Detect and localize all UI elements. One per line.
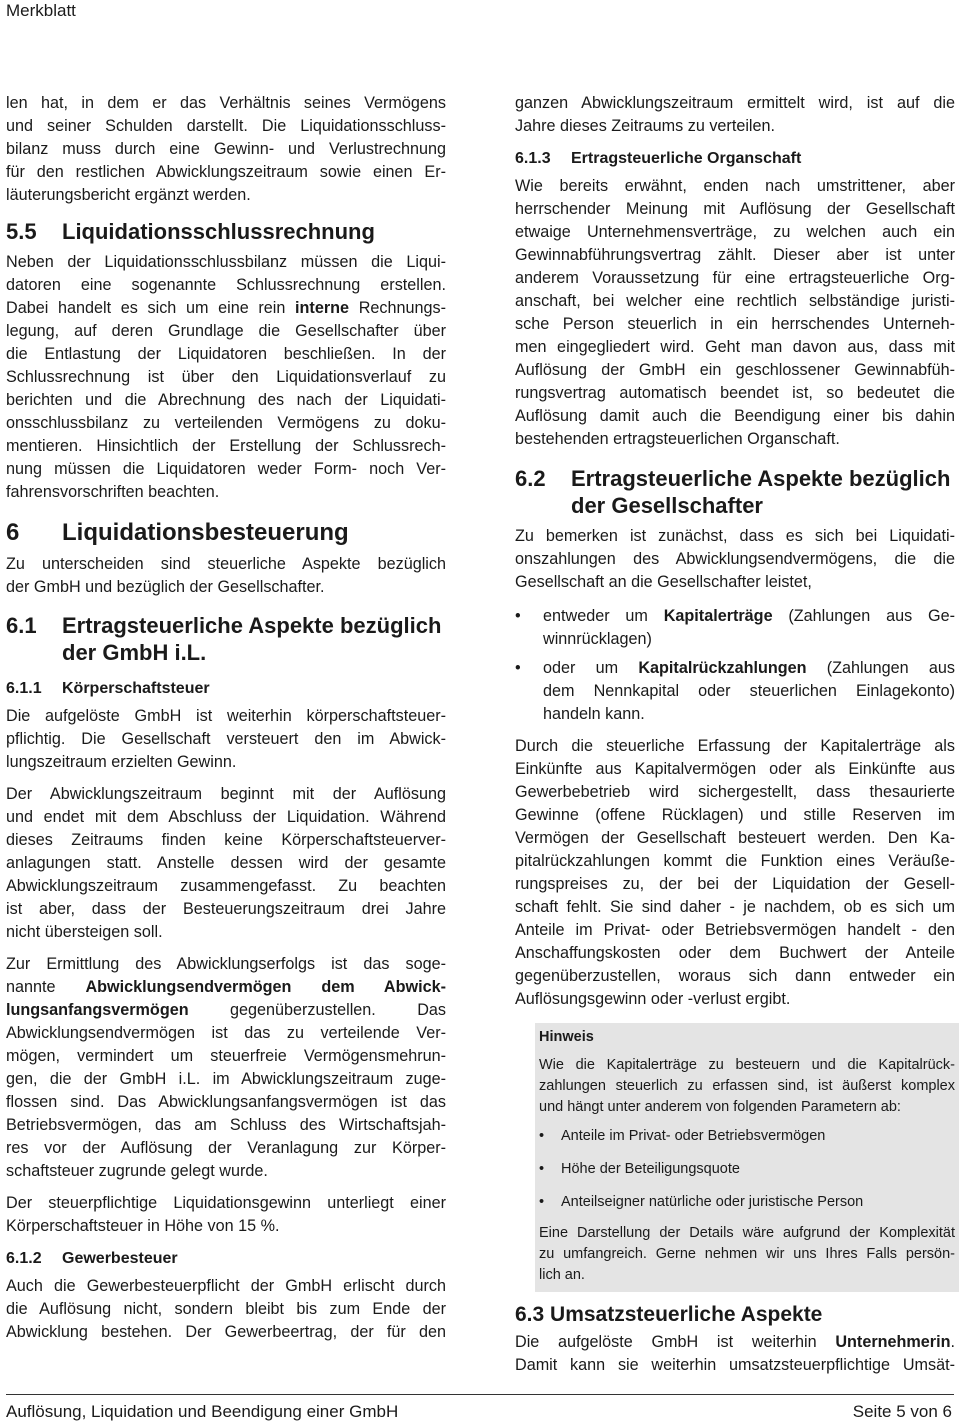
heading-6-3: 6.3 Umsatzsteuerliche Aspekte	[515, 1303, 823, 1326]
heading-6-1: 6.1 Ertragsteuerliche Aspekte bezüglich der GmbH i.L.	[6, 613, 442, 665]
hint-outro: Eine Darstellung der Details wäre aufgrund der Komplexität zu umfangreich. Gerne nehmen wir uns Ihres Falls persön- lich an.	[539, 1225, 955, 1283]
distribution-type-list	[515, 605, 955, 726]
list-item: • oder um Kapitalrückzahlungen (Zahlungen aus dem Nennkapital oder steuerlichen Einlagekonto) handeln kann.	[515, 657, 955, 726]
footer-document-title: Auflösung, Liquidation und Beendigung einer GmbH	[6, 1402, 399, 1421]
heading-6-2: 6.2 Ertragsteuerliche Aspekte bezüglich der Gesellschafter	[515, 466, 951, 518]
heading-6-1-1: 6.1.1 Körperschaftsteuer	[6, 680, 210, 697]
paragraph-6-1-1-d: Der steuerpflichtige Liquidationsgewinn unterliegt einer Körperschaftsteuer in Höhe von 15 %.	[6, 1194, 446, 1235]
paragraph-6-1-1-c: Zur Ermittlung des Abwicklungserfolgs ist das soge- nannte Abwicklungsendvermögen dem Abwick- lungsanfangsvermögen gegenüberzustellen. Das Abwicklungsendvermögen ist das zu verteilende Ver- mögen, vermindert um steuerfreie Vermögensmehrun- gen, die der GmbH i.L. im Abwicklungszeitraum zuge- flossen sind. Das Abwicklungsanfangsvermögen ist das Betriebsvermögen, das am Schluss des Wirtschaftsjah- res vor der Auflösung der Veranlagung zur Körper- schaftsteuer zugrunde gelegt wurde.	[6, 955, 446, 1180]
list-item: • Anteile im Privat- oder Betriebsvermögen	[539, 1126, 955, 1147]
heading-5-5: 5.5 Liquidationsschlussrechnung	[6, 219, 375, 244]
heading-6-1-2: 6.1.2 Gewerbesteuer	[6, 1250, 178, 1267]
bullet-icon: •	[539, 1161, 545, 1177]
footer-divider	[6, 1394, 954, 1395]
paragraph-6-1-3: Wie bereits erwähnt, enden nach umstrittener, aber herrschender Meinung mit Auflösung der Gesellschaft etwaige Unternehmensverträge, zu welchen auch ein Gewinnabführungsvertrag zählt. Dieser aber ist unter anderem Voraussetzung für eine ertragsteuerliche Org- anschaft, bei welcher eine rechtlich selbständige juristi- sche Person steuerlich in ein herrschendes Unterneh- men eingegliedert wird. Geht man davon aus, dass mit Auflösung der GmbH ein geschlossener Gewinnabfüh- rungsvertrag automatisch beendet ist, so bedeutet die Auflösung damit auch die Beendigung einer bis dahin bestehenden ertragsteuerlichen Organschaft.	[515, 177, 955, 448]
footer-page-number: Seite 5 von 6	[852, 1402, 952, 1421]
hint-title: Hinweis	[539, 1029, 594, 1045]
right-column	[515, 92, 955, 1377]
bullet-icon: •	[515, 659, 521, 677]
list-item: • Höhe der Beteiligungsquote	[539, 1159, 955, 1180]
paragraph-6-1-2: Auch die Gewerbesteuerpflicht der GmbH erlischt durch die Auflösung nicht, sondern bleibt bis zum Ende der Abwicklung bestehen. Der Gewerbeertrag, der für den	[6, 1277, 446, 1341]
paragraph-6-3: Die aufgelöste GmbH ist weiterhin Unternehmerin. Damit kann sie weiterhin umsatzsteuerpflichtige Umsät-	[515, 1333, 955, 1374]
paragraph-6-2-body: Durch die steuerliche Erfassung der Kapitalerträge als Einkünfte aus Kapitalvermögen oder als Einkünfte aus Gewerbebetrieb wird sichergestellt, dass thesaurierte Gewinne (offene Rücklagen) und stille Reserven im Vermögen der Gesellschaft besteuert werden. Den Ka- pitalrückzahlungen kommt die Funktion eines Veräuße- rungspreises zu, der bei der Liquidation der Gesell- schaft fehlt. Sie sind daher - je nachdem, ob es sich um Anteile im Privat- oder Betriebsvermögen handelt - den Anschaffungskosten oder dem Buchwert der Anteile gegenüberzustellen, woraus sich dann entweder ein Auflösungsgewinn oder -verlust ergibt.	[515, 737, 955, 1008]
list-item: • entweder um Kapitalerträge (Zahlungen aus Ge- winnrücklagen)	[515, 605, 955, 651]
hint-box	[535, 1023, 959, 1292]
heading-6-1-3: 6.1.3 Ertragsteuerliche Organschaft	[515, 150, 802, 167]
paragraph-6-1-1-a: Die aufgelöste GmbH ist weiterhin körperschaftsteuer- pflichtig. Die Gesellschaft versteuert den im Abwick- lungszeitraum erzielten Gewinn.	[6, 707, 446, 771]
bullet-icon: •	[539, 1194, 545, 1210]
bullet-icon: •	[539, 1128, 545, 1144]
hint-intro: Wie die Kapitalerträge zu besteuern und die Kapitalrück- zahlungen steuerlich zu erfassen sind, ist äußerst komplex und hängt unter anderem von folgenden Parametern ab:	[539, 1057, 955, 1115]
left-column	[6, 92, 446, 1344]
bullet-icon: •	[515, 607, 521, 625]
intro-paragraph: len hat, in dem er das Verhältnis seines Vermögens und seiner Schulden darstellt. Die Liquidationsschluss- bilanz muss durch eine Gewinn- und Verlustrechnung für den restlichen Abwicklungszeitraum sowie einen Er- läuterungsbericht ergänzt werden.	[6, 94, 446, 204]
continuation-paragraph: ganzen Abwicklungszeitraum ermittelt wird, ist auf die Jahre dieses Zeitraums zu verteilen.	[515, 94, 955, 135]
heading-6: 6 Liquidationsbesteuerung	[6, 519, 349, 546]
header-label: Merkblatt	[6, 1, 76, 20]
paragraph-6-1-1-b: Der Abwicklungszeitraum beginnt mit der Auflösung und endet mit dem Abschluss der Liquidation. Während dieses Zeitraums finden keine Körperschaftsteuerver- anlagungen statt. Anstelle dessen wird der gesamte Abwicklungszeitraum zusammengefasst. Zu beachten ist aber, dass der Besteuerungszeitraum drei Jahre nicht übersteigen soll.	[6, 785, 446, 941]
list-item: • Anteilseigner natürliche oder juristische Person	[539, 1192, 955, 1213]
paragraph-5-5: Neben der Liquidationsschlussbilanz müssen die Liqui- datoren eine sogenannte Schlussrechnung erstellen. Dabei handelt es sich um eine rein interne Rechnungs- legung, auf deren Grundlage die Gesellschafter über die Entlastung der Liquidatoren beschließen. In der Schlussrechnung ist über den Liquidationsverlauf zu berichten und die Abrechnung des nach der Liquidati- onsschlussbilanz zu verteilenden Vermögens zu doku- mentieren. Hinsichtlich der Erstellung der Schlussrech- nung müssen die Liquidatoren weder Form- noch Ver- fahrensvorschriften beachten.	[6, 253, 446, 501]
paragraph-6-2-intro: Zu bemerken ist zunächst, dass es sich bei Liquidati- onszahlungen des Abwicklungsendvermögens, die die Gesellschaft an die Gesellschafter leistet,	[515, 527, 955, 591]
paragraph-6: Zu unterscheiden sind steuerliche Aspekte bezüglich der GmbH und bezüglich der Gesellschafter.	[6, 555, 446, 596]
hint-parameter-list	[539, 1126, 955, 1213]
